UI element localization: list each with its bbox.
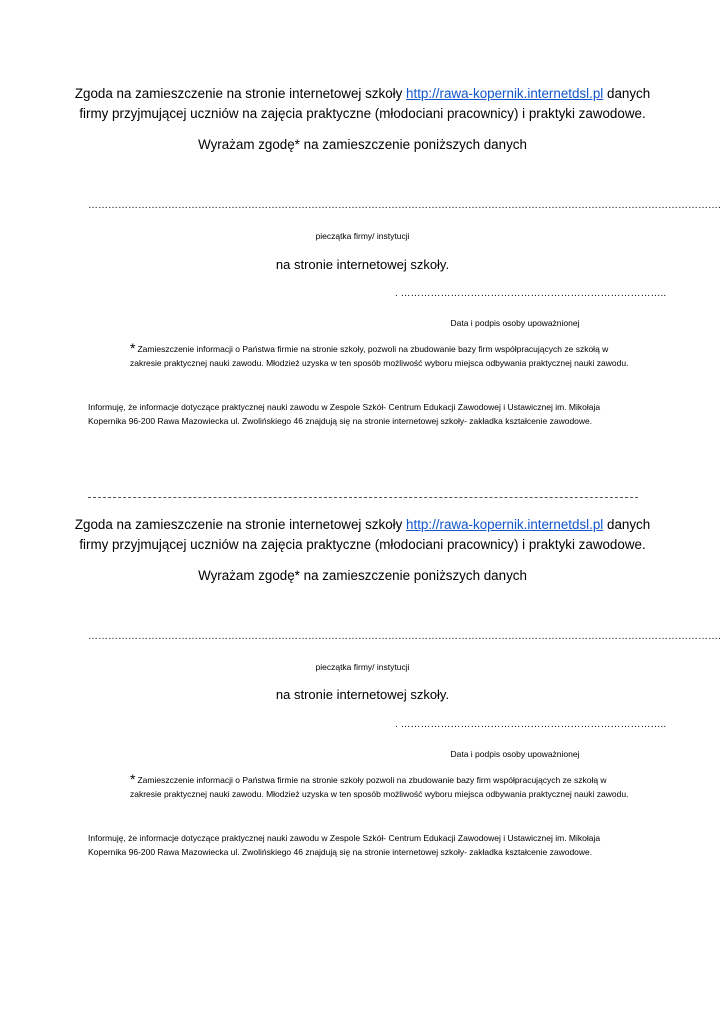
heading-text: Zgoda na zamieszczenie na stronie internetowej szkoły: [74, 517, 407, 532]
footnote-star: *: [130, 340, 136, 356]
signature-line: . ……………………………………………………………………..: [395, 288, 667, 299]
heading-text-end: danych: [603, 86, 651, 101]
stamp-caption: pieczątka firmy/ instytucji: [315, 231, 410, 241]
heading-line2: firmy przyjmującej uczniów na zajęcia praktyczne (młodociani pracownicy) i praktyki zawodowe.: [79, 106, 646, 121]
cut-line-divider: [88, 497, 638, 498]
heading-text: Zgoda na zamieszczenie na stronie internetowej szkoły: [74, 86, 407, 101]
heading-text-end: danych: [603, 517, 651, 532]
school-website-link[interactable]: http://rawa-kopernik.internetdsl.pl: [406, 517, 604, 532]
footnote-star: *: [130, 771, 136, 787]
stamp-caption: pieczątka firmy/ instytucji: [315, 662, 410, 672]
site-line: na stronie internetowej szkoły.: [275, 257, 450, 272]
footnote: [130, 342, 635, 370]
company-stamp-line: ……………………………………………………………………………………………………………………………………………………………………….: [88, 200, 721, 211]
signature-caption: Data i podpis osoby upoważnionej: [450, 318, 580, 328]
consent-statement: Wyrażam zgodę* na zamieszczenie poniższych danych: [198, 568, 527, 583]
info-note: Informuję, że informacje dotyczące praktycznej nauki zawodu w Zespole Szkół- Centrum Edukacji Zawodowej i Ustawicznej im. Mikołaja Kopernika 96-200 Rawa Mazowiecka ul. Zwolińskiego 46 znajdują się na stronie internetowej szkoły- zakładka kształcenie zawodowe.: [88, 833, 601, 857]
company-stamp-line: ……………………………………………………………………………………………………………………………………………………………………….: [88, 631, 721, 642]
heading-line2: firmy przyjmującej uczniów na zajęcia praktyczne (młodociani pracownicy) i praktyki zawodowe.: [79, 537, 646, 552]
info-note: Informuję, że informacje dotyczące praktycznej nauki zawodu w Zespole Szkół- Centrum Edukacji Zawodowej i Ustawicznej im. Mikołaja Kopernika 96-200 Rawa Mazowiecka ul. Zwolińskiego 46 znajdują się na stronie internetowej szkoły- zakładka kształcenie zawodowe.: [88, 402, 601, 426]
site-line: na stronie internetowej szkoły.: [275, 687, 450, 702]
form-heading: [0, 515, 725, 555]
form-heading: [0, 84, 725, 124]
footnote-text: Zamieszczenie informacji o Państwa firmie na stronie szkoły, pozwoli na zbudowanie bazy firm współpracujących ze szkołą w zakresie praktycznej nauki zawodu. Młodzież uzyska w ten sposób możliwość wyboru miejsca odbywania praktycznej nauki zawodu.: [130, 344, 629, 368]
footnote-text: Zamieszczenie informacji o Państwa firmie na stronie szkoły pozwoli na zbudowanie bazy firm współpracujących ze szkołą w zakresie praktycznej nauki zawodu. Młodzież uzyska w ten sposób możliwość wyboru miejsca odbywania praktycznej nauki zawodu.: [130, 775, 629, 799]
consent-statement: Wyrażam zgodę* na zamieszczenie poniższych danych: [198, 137, 527, 152]
school-website-link[interactable]: http://rawa-kopernik.internetdsl.pl: [406, 86, 604, 101]
footnote: [130, 773, 635, 801]
signature-caption: Data i podpis osoby upoważnionej: [450, 749, 580, 759]
signature-line: . ……………………………………………………………………..: [395, 719, 667, 730]
